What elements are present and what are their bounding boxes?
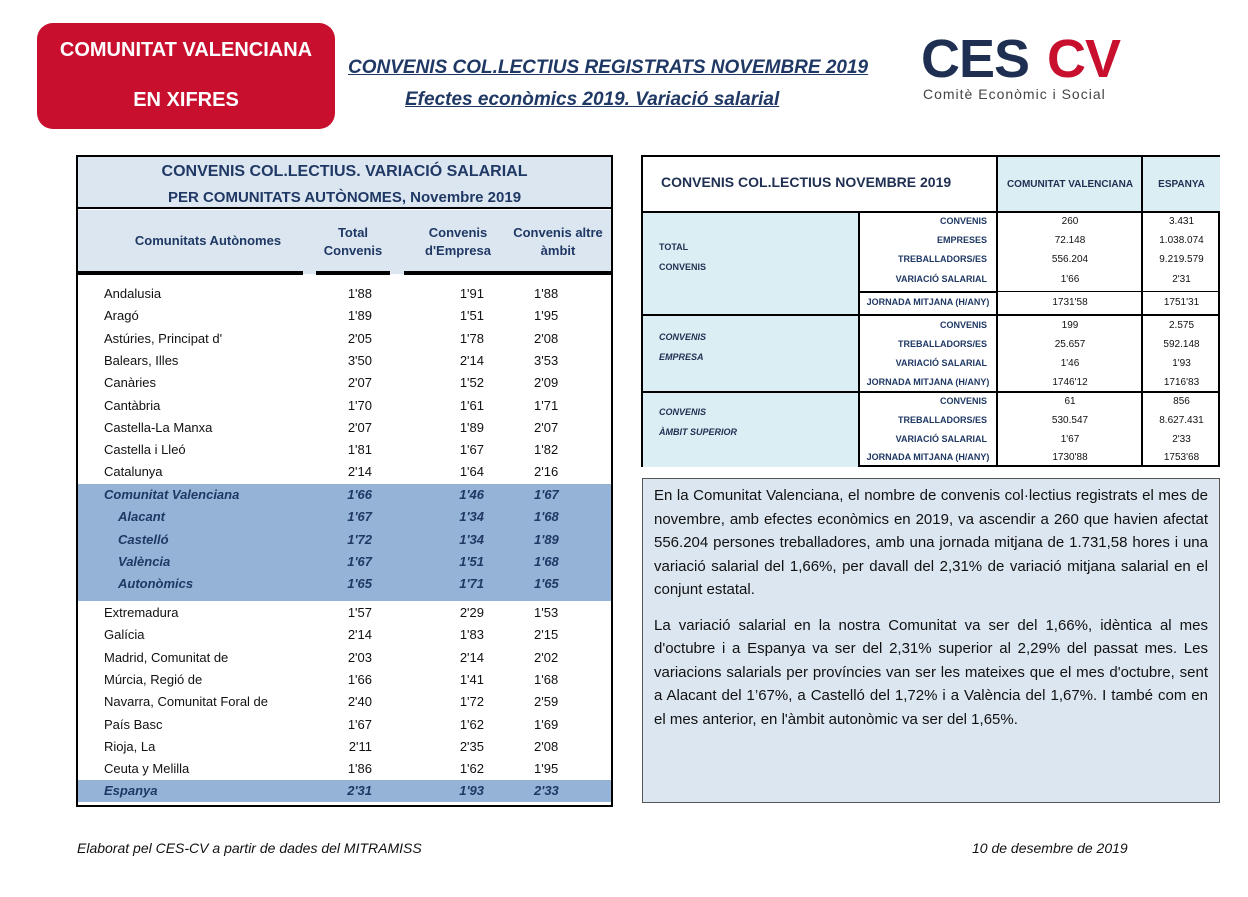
value-altre: 1'67 (534, 487, 559, 502)
value-altre: 1'95 (534, 761, 559, 777)
summary-title-cell (643, 157, 997, 212)
col-header-region: Comunitats Autònomes (134, 233, 282, 248)
value-espanya: 9.219.579 (1159, 253, 1204, 265)
value-empresa: 2'14 (459, 352, 484, 368)
indicator-label: JORNADA MITJANA (H/ANY) (866, 451, 990, 462)
group-label: CONVENIS (659, 261, 707, 272)
value-total: 1'57 (347, 605, 372, 620)
regional-table-header (78, 157, 611, 209)
group-label: TOTAL (659, 241, 689, 252)
region-name: Comunitat Valenciana (104, 487, 240, 502)
region-name: Autonòmics (118, 576, 194, 592)
regional-table-column-headers (78, 210, 611, 274)
value-empresa: 1'89 (459, 419, 484, 435)
regional-table-title: CONVENIS COL.LECTIUS. VARIACIÓ SALARIAL (161, 163, 528, 180)
col-header-total (308, 224, 398, 260)
value-total: 2'14 (347, 464, 372, 480)
value-altre: 2'09 (534, 375, 559, 391)
group-label: CONVENIS (659, 332, 707, 342)
value-espanya: 1716'83 (1163, 376, 1200, 388)
footer-source: Elaborat pel CES-CV a partir de dades del MITRAMISS (77, 840, 422, 856)
value-espanya: 8.627.431 (1159, 414, 1204, 426)
summary-vline (996, 157, 998, 467)
value-comunitat-valenciana: 1730'88 (1052, 451, 1088, 463)
table-row (78, 372, 611, 394)
region-name: Castelló (118, 531, 169, 547)
table-row (78, 529, 611, 551)
value-total: 1'86 (347, 761, 372, 777)
indicator-label: TREBALLADORS/ES (897, 253, 987, 264)
total-row-espanya (78, 780, 611, 802)
value-total: 1'72 (347, 531, 372, 547)
table-row (78, 328, 611, 350)
value-total: 1'65 (347, 576, 372, 592)
region-name: Espanya (104, 783, 158, 798)
value-total: 2'14 (347, 627, 372, 643)
logo-cv: CV (1047, 29, 1121, 89)
value-espanya: 3.431 (1168, 215, 1195, 227)
value-empresa: 1'64 (459, 464, 484, 480)
group-label: CONVENIS (659, 407, 707, 417)
value-comunitat-valenciana: 260 (1061, 215, 1079, 227)
col-header-total-l2: Convenis (323, 243, 383, 258)
table-row (78, 691, 611, 713)
value-empresa: 1'51 (459, 308, 484, 324)
table-row (78, 573, 611, 595)
logo-tagline: Comitè Econòmic i Social (923, 86, 1106, 102)
region-name: Ceuta y Melilla (104, 761, 190, 777)
table-row (78, 484, 611, 506)
value-empresa: 1'41 (459, 671, 484, 687)
value-empresa: 1'46 (459, 487, 484, 502)
summary-hline (997, 291, 1220, 292)
col-header-altre-l1: Convenis altre (513, 225, 603, 240)
cescv-logo (921, 29, 1153, 104)
region-name: Balears, Illes (104, 352, 179, 368)
value-altre: 1'82 (534, 442, 559, 458)
region-name: Múrcia, Regió de (104, 671, 203, 687)
page-subtitle: Efectes econòmics 2019. Variació salarial (405, 89, 780, 110)
header-divider (404, 271, 611, 275)
value-altre: 1'89 (534, 531, 559, 547)
value-total: 2'03 (347, 649, 372, 665)
value-altre: 1'95 (534, 308, 559, 324)
summary-table (641, 155, 1220, 467)
value-altre: 1'71 (534, 397, 559, 413)
value-comunitat-valenciana: 25.657 (1054, 338, 1086, 350)
col-header-altre-l2: àmbit (540, 243, 576, 258)
value-empresa: 1'61 (459, 397, 484, 413)
value-altre: 3'53 (534, 352, 559, 368)
value-total: 1'88 (347, 286, 372, 301)
value-total: 1'67 (347, 553, 372, 569)
col-header-empresa-l2: d'Empresa (425, 243, 491, 258)
region-name: Madrid, Comunitat de (104, 649, 229, 665)
value-comunitat-valenciana: 556.204 (1051, 253, 1089, 265)
footer-date: 10 de desembre de 2019 (972, 840, 1128, 856)
value-altre: 2'07 (534, 419, 559, 435)
region-name: València (118, 553, 171, 569)
col-header-total-l1: Total (337, 225, 369, 240)
value-empresa: 1'34 (459, 509, 484, 525)
indicator-label: VARIACIÓ SALARIAL (895, 357, 987, 368)
table-row (78, 602, 611, 624)
header-divider (316, 271, 390, 275)
regional-salary-table (76, 155, 613, 807)
table-row (78, 551, 611, 573)
table-row (78, 669, 611, 691)
value-empresa: 1'62 (459, 716, 484, 732)
col-header-espanya: ESPANYA (1158, 179, 1205, 190)
value-espanya: 1'93 (1172, 357, 1191, 369)
page-title: CONVENIS COL.LECTIUS REGISTRATS NOVEMBRE 2019 (348, 57, 869, 78)
table-row (78, 714, 611, 736)
value-altre: 1'68 (534, 509, 559, 525)
value-empresa: 1'91 (459, 286, 484, 301)
indicator-label: TREBALLADORS/ES (897, 414, 987, 425)
value-total: 1'66 (347, 487, 372, 502)
value-total: 1'81 (347, 442, 372, 458)
value-altre: 2'16 (534, 464, 559, 480)
value-espanya: 1753'68 (1163, 451, 1200, 463)
value-comunitat-valenciana: 530.547 (1051, 414, 1089, 426)
table-row (78, 305, 611, 327)
col-header-empresa (408, 224, 508, 260)
value-total: 2'07 (347, 375, 372, 391)
value-altre: 1'69 (534, 716, 559, 732)
table-row (78, 736, 611, 758)
table-row (78, 417, 611, 439)
region-name: Navarra, Comunitat Foral de (104, 694, 269, 710)
value-empresa: 2'29 (459, 605, 484, 620)
summary-hline (643, 314, 1220, 316)
value-altre: 2'59 (534, 694, 559, 710)
header-divider (78, 271, 303, 275)
value-total: 1'70 (347, 397, 372, 413)
logo-ces: CES (921, 29, 1030, 89)
value-empresa: 1'72 (459, 694, 484, 710)
table-row (78, 461, 611, 483)
table-row (78, 506, 611, 528)
summary-table-title: CONVENIS COL.LECTIUS NOVEMBRE 2019 (661, 174, 952, 190)
region-name: Aragó (104, 308, 139, 324)
value-altre: 1'88 (534, 286, 559, 301)
indicator-label: CONVENIS (939, 319, 987, 330)
commentary-box (642, 478, 1220, 803)
value-empresa: 1'62 (459, 761, 484, 777)
value-total: 1'66 (347, 671, 372, 687)
value-altre: 2'15 (534, 627, 559, 643)
table-row (78, 395, 611, 417)
region-name: Canàries (104, 375, 157, 391)
value-espanya: 1.038.074 (1159, 234, 1204, 246)
regional-table-subtitle: PER COMUNITATS AUTÒNOMES, Novembre 2019 (167, 189, 522, 206)
value-comunitat-valenciana: 1'66 (1060, 274, 1080, 285)
group-label: ÀMBIT SUPERIOR (659, 427, 738, 437)
value-altre: 2'08 (534, 330, 559, 346)
value-comunitat-valenciana: 72.148 (1054, 234, 1086, 246)
value-total: 1'89 (347, 308, 372, 324)
indicator-label: CONVENIS (939, 215, 987, 226)
region-name: Andalusia (104, 286, 162, 301)
region-name: Rioja, La (104, 738, 156, 754)
value-total: 2'31 (347, 783, 372, 798)
value-empresa: 1'78 (459, 330, 484, 346)
region-name: País Basc (104, 716, 163, 732)
value-total: 2'07 (347, 419, 372, 435)
value-espanya: 856 (1173, 395, 1190, 407)
table-row (78, 647, 611, 669)
region-name: Cantàbria (104, 397, 161, 413)
commentary-paragraph-2: La variació salarial en la nostra Comunitat va ser del 1,66%, idèntica al mes d'octubre i a Espanya va ser del 2,31% superior al 2,29% del passat mes. Les variacions salarials per províncies van ser les mateixes que el mes d'octubre, sent a Alacant del 1’67%, a Castelló del 1,72% i a València del 1,67%. I també com en el mes anterior, en l'àmbit autonòmic va ser del 1,65%. (654, 616, 1208, 728)
region-name: Catalunya (104, 464, 163, 480)
value-empresa: 2'14 (459, 649, 484, 665)
value-altre: 1'53 (534, 605, 559, 620)
value-comunitat-valenciana: 61 (1064, 395, 1076, 407)
summary-hline (643, 391, 1220, 393)
group-label: EMPRESA (659, 352, 704, 362)
value-empresa: 1'51 (459, 553, 484, 569)
summary-hline (643, 211, 1220, 213)
value-empresa: 1'71 (459, 576, 484, 592)
region-name: Castella i Lleó (104, 442, 186, 458)
value-total: 2'40 (347, 694, 372, 710)
value-comunitat-valenciana: 1'67 (1060, 433, 1080, 445)
value-espanya: 592.148 (1163, 338, 1200, 350)
value-altre: 1'68 (534, 671, 559, 687)
badge-comunitat-en-xifres (37, 23, 335, 129)
region-name: Castella-La Manxa (104, 419, 213, 435)
indicator-label: VARIACIÓ SALARIAL (895, 274, 987, 284)
value-total: 1'67 (347, 509, 372, 525)
badge-line2: EN XIFRES (133, 89, 239, 111)
indicator-label: JORNADA MITJANA (H/ANY) (866, 376, 990, 387)
value-espanya: 1751'31 (1163, 297, 1200, 308)
value-altre: 1'68 (534, 553, 559, 569)
summary-vline (858, 212, 860, 467)
value-comunitat-valenciana: 1'46 (1060, 357, 1080, 369)
value-altre: 2'08 (534, 738, 559, 754)
summary-vline (1141, 157, 1143, 467)
value-comunitat-valenciana: 1731'58 (1052, 297, 1088, 308)
value-espanya: 2.575 (1168, 319, 1195, 331)
value-total: 2'05 (347, 330, 372, 346)
value-empresa: 1'52 (459, 375, 484, 391)
region-name: Astúries, Principat d' (104, 330, 223, 346)
commentary-paragraph-1: En la Comunitat Valenciana, el nombre de convenis col·lectius registrats el mes de novembre, amb efectes econòmics en 2019, va ascendir a 260 que havien afectat 556.204 persones treballadores, amb una jornada mitjana de 1.731,58 hores i una variació salarial del 1,66%, per davall del 2,31% de variació mitjana salarial en el conjunt estatal. (654, 487, 1208, 598)
indicator-label: CONVENIS (939, 395, 987, 406)
region-name: Alacant (118, 509, 165, 525)
value-empresa: 1'83 (459, 627, 484, 643)
value-altre: 2'33 (534, 783, 559, 798)
indicator-label: VARIACIÓ SALARIAL (895, 433, 987, 444)
value-empresa: 1'93 (459, 783, 484, 798)
table-row (78, 624, 611, 646)
value-altre: 1'65 (534, 576, 559, 592)
indicator-label: EMPRESES (936, 234, 987, 245)
value-comunitat-valenciana: 1746'12 (1052, 376, 1088, 388)
value-comunitat-valenciana: 199 (1061, 319, 1079, 331)
value-empresa: 2'35 (459, 738, 484, 754)
table-row (78, 758, 611, 780)
badge-line1: COMUNITAT VALENCIANA (59, 39, 313, 61)
value-total: 2'11 (348, 738, 372, 754)
value-espanya: 2'33 (1172, 433, 1191, 445)
col-header-empresa-l1: Convenis (428, 225, 488, 240)
table-row (78, 283, 611, 305)
value-empresa: 1'34 (459, 531, 484, 547)
col-header-altre (508, 224, 608, 260)
value-espanya: 2'31 (1172, 274, 1191, 285)
value-total: 3'50 (347, 352, 372, 368)
col-header-comunitat-valenciana: COMUNITAT VALENCIANA (1006, 179, 1134, 190)
table-row (78, 439, 611, 461)
indicator-label: TREBALLADORS/ES (897, 338, 987, 349)
value-altre: 2'02 (534, 649, 559, 665)
value-total: 1'67 (347, 716, 372, 732)
summary-hline (859, 291, 997, 293)
region-name: Extremadura (104, 605, 179, 620)
region-name: Galícia (104, 627, 145, 643)
value-empresa: 1'67 (459, 442, 484, 458)
indicator-label: JORNADA MITJANA (H/ANY) (866, 297, 990, 307)
table-row (78, 350, 611, 372)
